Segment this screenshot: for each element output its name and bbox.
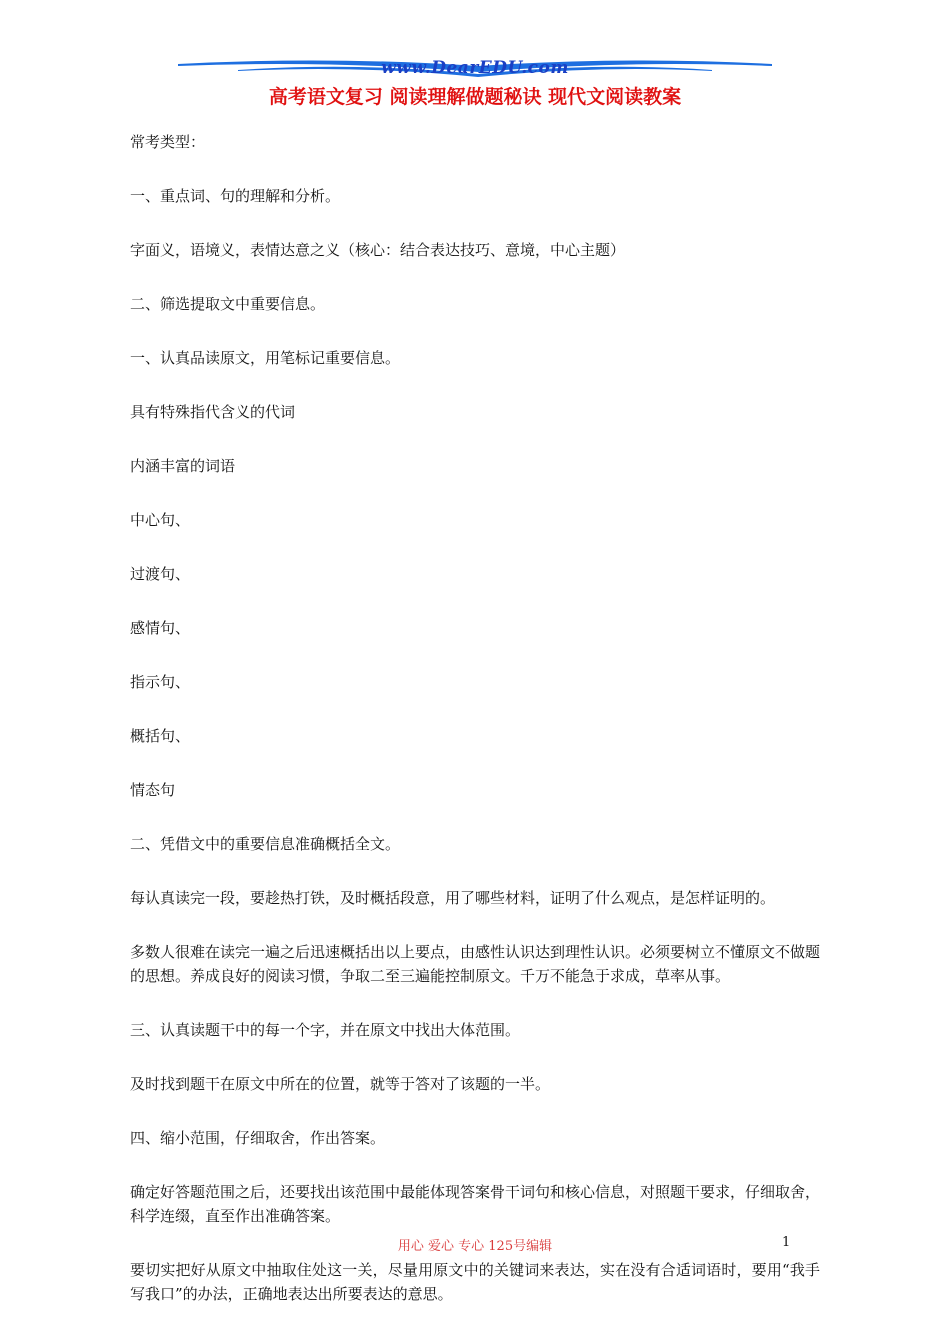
paragraph: 每认真读完一段，要趁热打铁，及时概括段意，用了哪些材料，证明了什么观点，是怎样证明的。 — [130, 889, 776, 907]
paragraph: 内涵丰富的词语 — [130, 457, 236, 475]
paragraph: 多数人很难在读完一遍之后迅速概括出以上要点，由感性认识达到理性认识。必须要树立不懂原文不做题的思想。养成良好的阅读习惯，争取二至三遍能控制原文。千万不能急于求成，草率从事。 — [130, 943, 821, 985]
paragraph: 常考类型： — [130, 133, 206, 151]
page-number: 1 — [782, 1235, 791, 1250]
paragraph: 一、重点词、句的理解和分析。 — [130, 187, 341, 205]
paragraph: 一、认真品读原文，用笔标记重要信息。 — [130, 349, 401, 367]
paragraph: 四、缩小范围，仔细取舍，作出答案。 — [130, 1129, 386, 1147]
paragraph: 感情句、 — [130, 619, 191, 637]
paragraph: 及时找到题干在原文中所在的位置，就等于答对了该题的一半。 — [130, 1075, 551, 1093]
document-title: 高考语文复习 阅读理解做题秘诀 现代文阅读教案 — [268, 86, 682, 108]
paragraph: 中心句、 — [130, 511, 191, 529]
paragraph: 情态句 — [130, 781, 176, 799]
paragraph: 三、认真读题干中的每一个字，并在原文中找出大体范围。 — [130, 1021, 521, 1039]
paragraph: 二、筛选提取文中重要信息。 — [130, 295, 326, 313]
paragraph: 要切实把好从原文中抽取住处这一关，尽量用原文中的关键词来表达，实在没有合适词语时，要用“我手写我口”的办法，正确地表达出所要表达的意思。 — [130, 1261, 820, 1303]
footer-text: 用心 爱心 专心 125号编辑 — [397, 1239, 553, 1254]
paragraph: 二、凭借文中的重要信息准确概括全文。 — [130, 835, 401, 853]
document-body — [130, 130, 820, 1336]
paragraph: 概括句、 — [130, 727, 191, 745]
paragraph: 具有特殊指代含义的代词 — [130, 403, 296, 421]
paragraph: 字面义，语境义，表情达意之义（核心：结合表达技巧、意境，中心主题） — [130, 241, 626, 259]
paragraph: 确定好答题范围之后，还要找出该范围中最能体现答案骨干词句和核心信息，对照题干要求，仔细取舍，科学连缀，直至作出准确答案。 — [130, 1183, 821, 1225]
paragraph: 指示句、 — [130, 673, 191, 691]
site-url: www.DearEDU.com — [381, 58, 569, 78]
paragraph: 过渡句、 — [130, 565, 191, 583]
